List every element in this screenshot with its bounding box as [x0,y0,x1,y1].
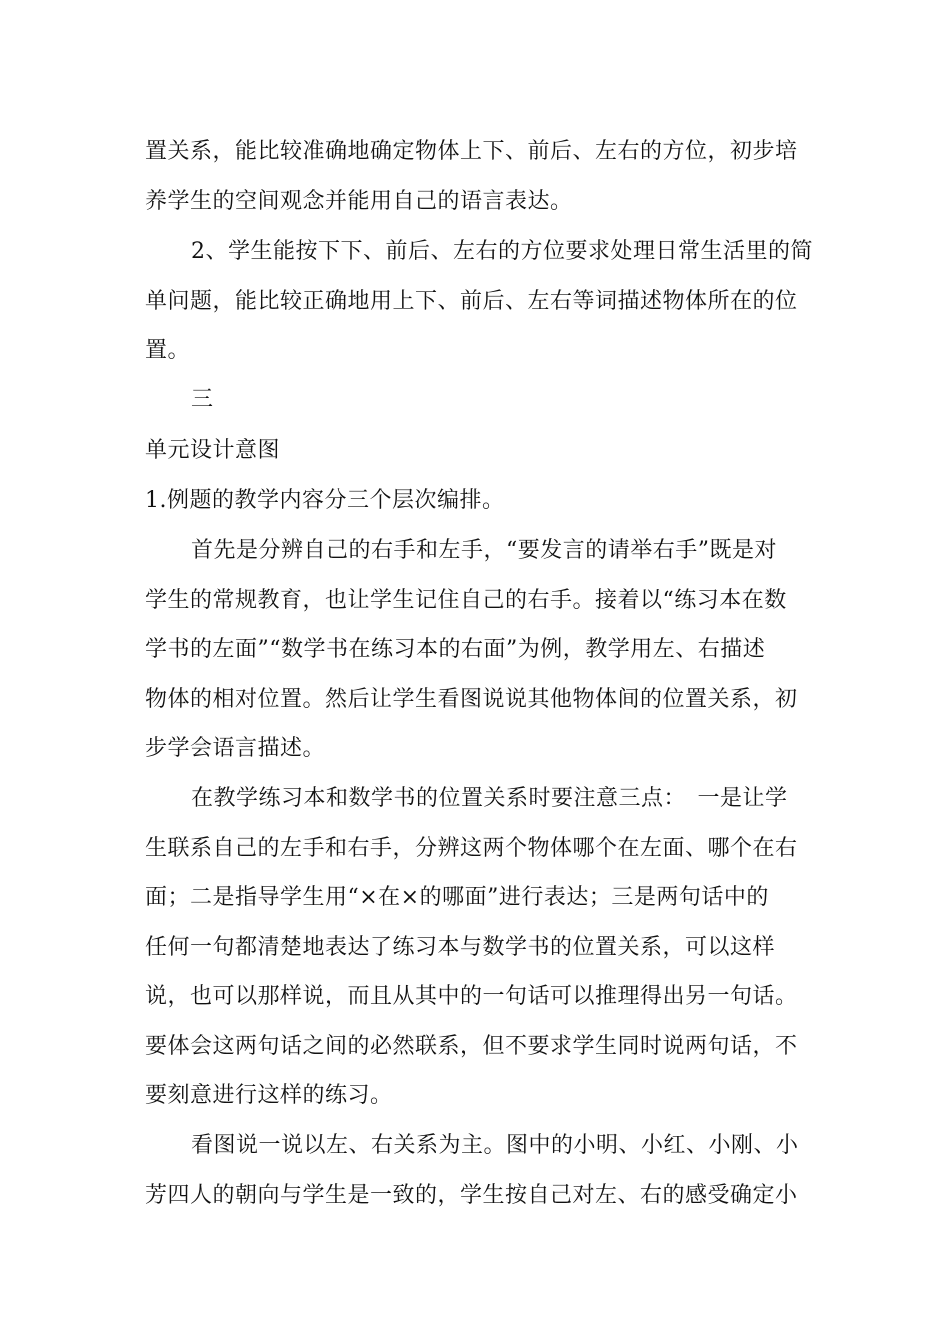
text-line: 物体的相对位置。然后让学生看图说说其他物体间的位置关系，初 [145,687,798,712]
text-line: 任何一句都清楚地表达了练习本与数学书的位置关系，可以这样 [145,935,776,960]
text-line: 步学会语言描述。 [145,736,326,761]
text-line: 学书的左面”“数学书在练习本的右面”为例，教学用左、右描述 [145,637,766,662]
text-line: 养学生的空间观念并能用自己的语言表达。 [145,189,573,214]
section-heading: 单元设计意图 [145,438,281,463]
text-line: 要刻意进行这样的练习。 [145,1083,393,1108]
text-line: 在教学练习本和数学书的位置关系时要注意三点： 一是让学 [191,786,788,811]
text-line: 学生的常规教育，也让学生记住自己的右手。接着以“练习本在数 [145,588,787,613]
text-line: 说，也可以那样说，而且从其中的一句话可以推理得出另一句话。 [145,984,798,1009]
text-line: 面；二是指导学生用“×在×的哪面”进行表达；三是两句话中的 [145,885,769,910]
text-line: 置。 [145,338,191,363]
text-line: 生联系自己的左手和右手，分辨这两个物体哪个在左面、哪个在右 [145,836,798,861]
text-line: 首先是分辨自己的右手和左手，“要发言的请举右手”既是对 [191,538,777,563]
text-line: 芳四人的朝向与学生是一致的，学生按自己对左、右的感受确定小 [145,1183,798,1208]
text-line: 单问题，能比较正确地用上下、前后、左右等词描述物体所在的位 [145,289,798,314]
text-line: 看图说一说以左、右关系为主。图中的小明、小红、小刚、小 [191,1133,799,1158]
section-number: 三 [191,387,214,412]
subheading: 1.例题的教学内容分三个层次编排。 [145,488,505,513]
text-line: 2、学生能按下下、前后、左右的方位要求处理日常生活里的简 [191,239,813,264]
text-line: 置关系，能比较准确地确定物体上下、前后、左右的方位，初步培 [145,139,798,164]
text-line: 要体会这两句话之间的必然联系，但不要求学生同时说两句话，不 [145,1034,798,1059]
